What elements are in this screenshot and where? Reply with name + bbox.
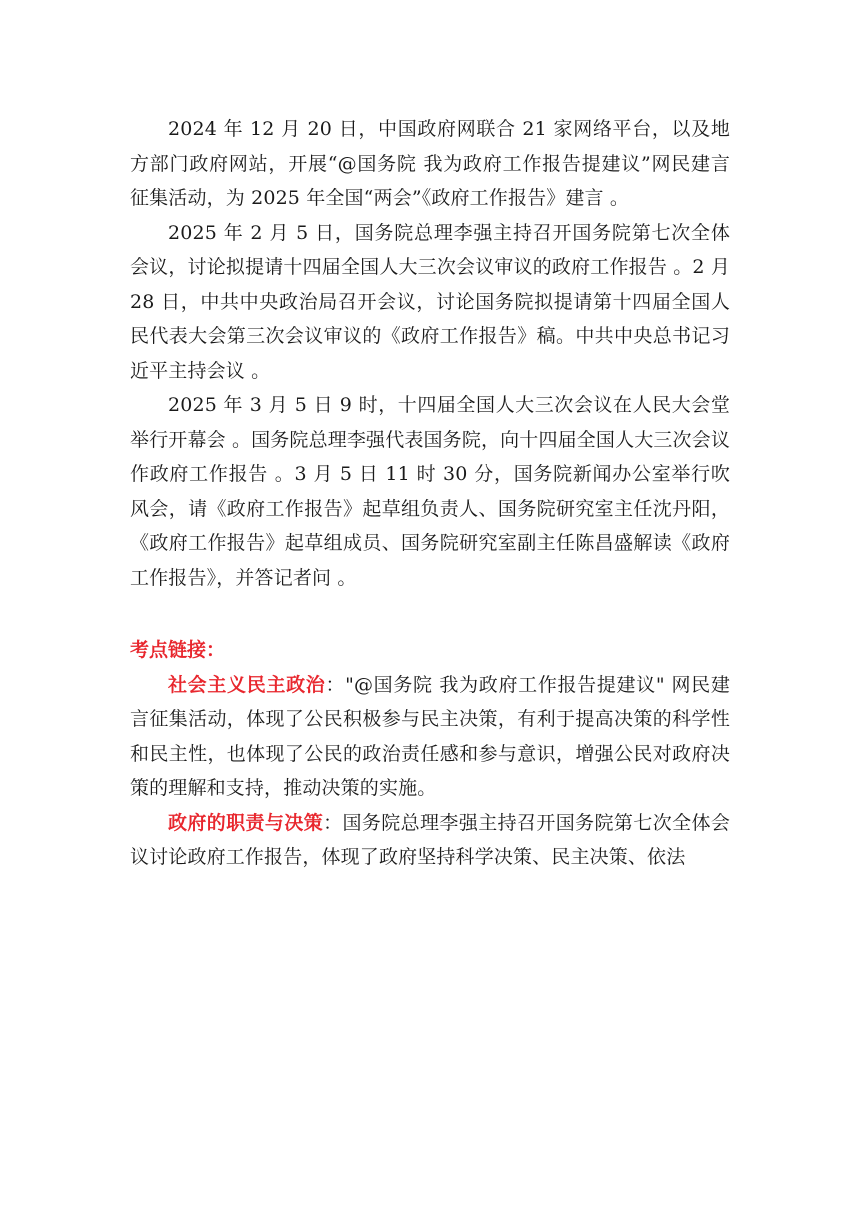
exam-link-term: 社会主义民主政治: [168, 673, 326, 696]
section-spacer: [130, 595, 730, 633]
exam-link-text: ："@国务院 我为政府工作报告提建议" 网民建言征集活动，体现了公民积极参与民主决策，有利于提高决策的科学性和民主性，也体现了公民的政治责任感和参与意识，增强公民对政府决策的理解和支持，推动决策的实施。: [130, 673, 731, 799]
paragraph-state-council-meeting: 2025 年 2 月 5 日，国务院总理李强主持召开国务院第七次全体会议，讨论拟提请十四届全国人大三次会议审议的政府工作报告 。2 月 28 日，中共中央政治局召开会议，讨论国务院拟提请第十四届全国人民代表大会第三次会议审议的《政府工作报告》稿。中共中央总书记习近平主持会议 。: [130, 221, 730, 382]
exam-link-item: [130, 806, 730, 875]
document-body: [130, 112, 730, 875]
paragraph-solicitation: 2024 年 12 月 20 日，中国政府网联合 21 家网络平台，以及地方部门政府网站，开展“@国务院 我为政府工作报告提建议”网民建言征集活动，为 2025 年全国“两会”《政府工作报告》建言 。: [130, 118, 730, 209]
exam-link-text: ：国务院总理李强主持召开国务院第七次全体会议讨论政府工作报告，体现了政府坚持科学决策、民主决策、依法: [130, 811, 731, 868]
exam-link-term: 政府的职责与决策: [168, 811, 324, 834]
exam-link-item: [130, 668, 730, 806]
paragraph-npc-opening: 2025 年 3 月 5 日 9 时，十四届全国人大三次会议在人民大会堂举行开幕会 。国务院总理李强代表国务院，向十四届全国人大三次会议作政府工作报告 。3 月 5 日 11 时 30 分，国务院新闻办公室举行吹风会，请《政府工作报告》起草组负责人、国务院研究室主任沈丹阳，《政府工作报告》起草组成员、国务院研究室副主任陈昌盛解读《政府工作报告》，并答记者问 。: [130, 394, 730, 589]
exam-links-title: 考点链接：: [130, 639, 226, 661]
